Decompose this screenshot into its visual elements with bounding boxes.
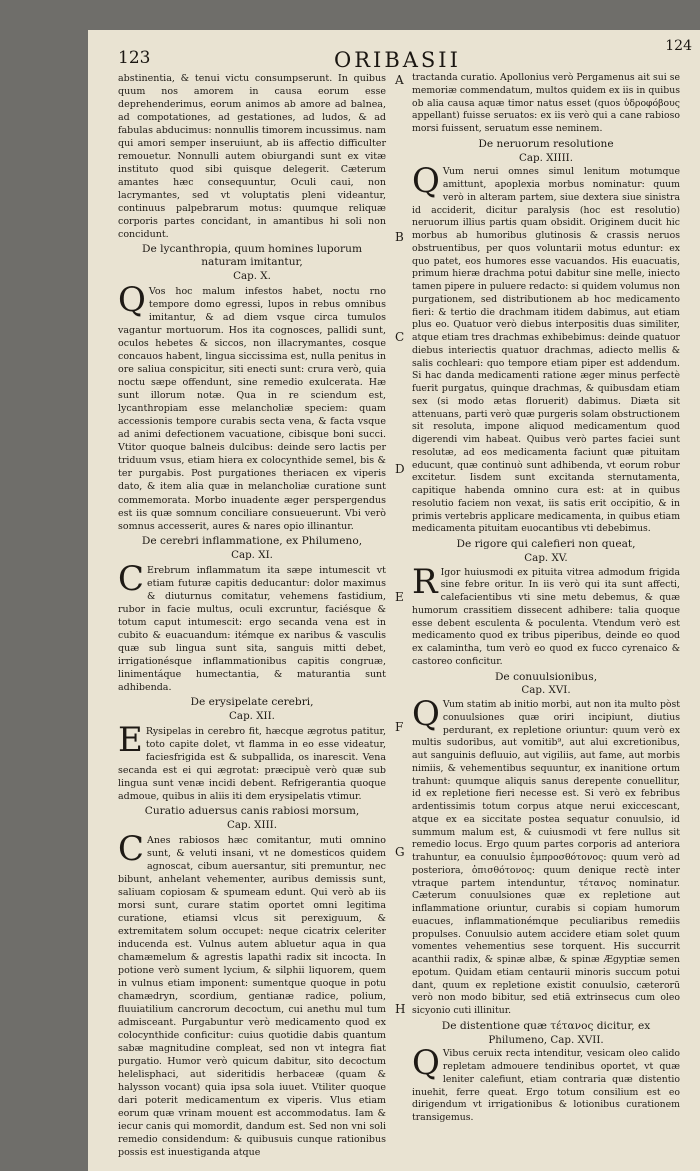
right-section-1-text: Vum nerui omnes simul lenitum motumque amittunt, apoplexia morbus nominatur: quum verò in alteram partem, siue dextera siue sinistra id acciderit, dicitur paralysis (hoc est resolutio) neruorum illius partis quam obsidit. Originem ducit hic morbus ab humoribus glutinosis & crassis neruos obstruentibus, per quos voluntarii motus eduntur: ex quo patet, eos humores esse vacuandos. His euacuatis, primum hieræ drachma potui dabitur sine melle, iniecto tamen pipere in puluere redacto: si quidem volumus non purgationem, sed distributionem ab hoc medicamento fieri: & tertio die drachmam itidem dabimus, aut etiam plus eo. Quatuor verò diebus interpositis duas similiter, atque etiam tres drachmas exhibebimus: deinde quatuor diebus interiectis quatuor drachmas, adiecto mellis & salis cochleari: quo tempore etiam piper est addendum. Si hac danda medicamenti ratione æger minus perfectè fuerit purgatus, quinque drachmas, & quibusdam etiam sex (si modo ætas floruerit) dabimus. Diæta sit attenuans, parti verò quæ purgeris solam obstructionem sit resoluta, impone aliquod medicamentum quod digerendi vim habeat. Quibus verò partes faciei sunt resolutæ, ad eos medicamenta faciunt quæ pituitam educunt, quæ continuò sunt adhibenda, vt eorum robur excitetur. Iisdem sunt excitanda sternutamenta, capitique habenda omnino cura est: at in quibus resolutio faciem non vexat, iis satis erit occipitio, & in primis vertebris applicare medicamenta, in quibus etiam medicamenta pituitam euocantibus vti debebimus. [412,166,681,535]
running-title: ORIBASII [334,48,461,72]
right-section-4-text: Vibus ceruix recta intenditur, vesicam oleo calido repletam admouere tendinibus oportet, vt quæ leniter calefiunt, etiam contraria quæ distentio inuehit, ferre queat. Ergo totum consilium est eo dirigendum vt irrigationibus & lotionibus curationem transigemus. [412,1048,680,1123]
margin-letter-g: G [395,845,405,859]
dropcap-letter: R [412,561,438,602]
book-page [88,30,700,1171]
dropcap-letter: E [118,719,143,760]
margin-letter-f: F [395,720,404,734]
margin-letter-d: D [395,462,405,476]
right-section-3-text: Vum statim ab initio morbi, aut non ita multo pòst conuulsiones quæ oriri incipiunt, diutius perdurant, ex repletione oriuntur: quum verò ex multis sudoribus, aut vomitib⁹, aut alui excretionibus, aut sanguinis defluuio, aut vigiliis, aut fame, aut morbis nimiis, & vehementibus sequuntur, ex inanitione ortum trahunt: quumque aliquis sanus derepente conuellitur, id ex repletione fieri necesse est. Si verò ex febribus ardentissimis totum corpus atque nerui exiccescant, atque ex ea siccitate postea sequatur conuulsio, id summum malum est, & cuiusmodi vt fere nullus sit remedio locus. Ergo quum partes corporis ad anteriora trahuntur, ea conuulsio ἐμπροσθότονος: quum verò ad posteriora, ὀπισθότονος: quum denique rectè inter vtraque partem intenduntur, τέτανος nominatur. Cæterum conuulsiones quæ ex repletione aut inflammatione oriuntur, curabis si copiam humorum euacues, inflammationémque peculiaribus remediis propulses. Conuulsio autem accidere etiam solet quum vomentes vehementius sese torquent. His succurrit acanthii radix, & spinæ albæ, & spinæ Ægyptiæ semen epotum. Quidam etiam centaurii minoris succum potui dant, quum ex repletione existit conuulsio, cæterorū verò non modo bibitur, sed etiā extrinsecus cum oleo sicyonio cuti illinitur. [412,699,680,1016]
right-intro-text: tractanda curatio. Apollonius verò Pergamenus ait sui se memoriæ commendatum, multos quidem ex iis in quibus ob alia causa aquæ timor natus esset (quos ὑδροφόβους appellant) fuisse seruatos: ex iis verò qui a cane rabioso morsi fuissent, seruatum esse neminem. [412,72,680,134]
right-section-2-chapter: Cap. XV. [524,551,568,564]
dropcap-letter: C [118,558,145,599]
dropcap-letter: Q [412,1043,440,1084]
right-section-3-title: De conuulsionibus, [494,670,598,683]
left-section-1-title: De lycanthropia, quum homines luporum naturam imitantur, [142,243,362,269]
right-section-2-text: Igor huiusmodi ex pituita vitrea admodum frigida sine febre oritur. In iis verò qui ita sunt affecti, calefacientibus vti sine metu debemus, & quæ humorum crassitiem dissecent adhibere: talia quoque esse debent esculenta & poculenta. Vtendum verò est medicamento quod ex tribus piperibus, deinde eo quod ex calamintha, tum verò eo quod ex fucco cyrenaico & castoreo conficitur. [412,566,680,667]
right-section-1-title: De neruorum resolutione [478,137,614,150]
left-section-4-chapter: Cap. XIII. [227,818,277,831]
right-section-3-chapter: Cap. XVI. [521,684,571,697]
right-section-2-paragraph [412,561,680,669]
page-header [88,30,700,70]
dropcap-letter: C [118,828,145,869]
right-column [412,72,680,1127]
right-section-4-paragraph [412,1043,680,1125]
left-section-3-paragraph [118,719,386,803]
left-section-2-title: De cerebri inflammatione, ex Philumeno, [141,534,363,547]
right-section-3-paragraph [412,694,680,1018]
right-section-1-chapter: Cap. XIIII. [518,151,574,164]
margin-letter-b: B [395,230,404,244]
left-section-3-text: Rysipelas in cerebro fit, hæcque ægrotus patitur, toto capite dolet, vt flamma in eo esse videatur, faciesfrigida est & subpallida, os inarescit. Vena secanda est ei qui ægrotat: præcipuè verò quæ sub lingua sunt venæ incidi debent. Refrigerantia quoque admoue, quibus in aliis iti dem erysipelatis vtimur. [118,725,386,802]
left-section-2-paragraph [118,558,386,694]
margin-letter-h: H [395,1002,406,1016]
left-section-4-title: Curatio aduersus canis rabiosi morsum, [144,804,360,817]
right-section-2-title: De rigore qui calefieri non queat, [456,538,636,550]
right-section-1-paragraph [412,161,681,536]
dropcap-letter: Q [412,694,440,734]
left-page-number: 123 [118,48,151,68]
right-section-4-title: De distentione quæ τέτανος dicitur, ex [441,1019,651,1032]
left-section-4-paragraph [118,828,386,1159]
margin-letter-e: E [395,590,404,604]
left-section-2-chapter: Cap. XI. [231,548,273,561]
margin-letter-c: C [395,330,405,344]
dropcap-letter: Q [118,280,146,321]
right-page-number: 124 [665,38,692,54]
left-intro-text: abstinentia, & tenui victu consumpserunt. In quibus quum nos amorem in causa eorum esse deprehenderimus, eorum animos ab amore ad balnea, ad compotationes, ad gestationes, ad ludos, & ad fabulas abducimus: nonnullis timorem incussimus. nam qui amori semper inseruiunt, ab iis affectio difficulter remouetur. Nonnulli autem obiurgandi sunt ex vitæ instituto quod sibi quisque delegerit. Cæterum amantes hæc consequuntur, Oculi caui, non lacrymantes, sed vt voluptatis pleni videantur, continuus palpebrarum motus: quumque reliquæ corporis partes concidant, in amantibus hi soli non concidunt. [118,73,386,241]
left-section-2-text: Erebrum inflammatum ita sæpe intumescit vt etiam futuræ capitis deducantur: dolor maximus & diuturnus comitatur, vehemens fastidium, rubor in facie multus, oculi excruntur, faciésque & totum caput intumescit: ergo secanda vena est in cubito & euacuandum: itémque ex naribus & vasculis quæ sub lingua sunt sita, sanguis mitti debet, irrigationésque inflammationibus capitis congruæ, linimentáque humectantia, & maturantia sunt adhibenda. [118,564,386,693]
left-column [118,72,386,1161]
left-section-1-text: Vos hoc malum infestos habet, noctu rno tempore domo egressi, lupos in rebus omnibus imitantur, & ad diem vsque circa tumulos vagantur mortuorum. Hos ita cognosces, pallidi sunt, oculos hebetes & siccos, non illacrymantes, cosque concauos habent, lingua siccissima est, nulla penitus in ore saliua conspicitur, siti enecti sunt: crura verò, quia noctu sæpe offendunt, sine remedio exulcerata. Hæ sunt illorum notæ. Qua in re sciendum est, lycanthropiam esse melancholiæ speciem: quam accessionis tempore curabis secta vena, & facta vsque ad animi defectionem vacuatione, cibisque boni succi. Vtitor quoque balneis dulcibus: deinde sero lactis per triduum vsus, etiam hiera ex colocynthide semel, bis & ter purgabis. Post purgationes theriacen ex viperis dato, & item alia quæ in melancholiæ curatione sunt commemorata. Morbo inuadente æger perspergendus est iis quæ somnum conciliare consueuerunt. Vbi verò somnus accesserit, aures & nares opio illinantur. [118,286,386,532]
left-section-1-paragraph [118,280,386,532]
left-section-4-text: Anes rabiosos hæc comitantur, muti omnino sunt, & veluti insani, vt ne domesticos quidem agnoscat, cibum auersantur, siti premuntur, nec bibunt, anhelant vehementer, auribus demissis sunt, saliuam copiosam & spumeam edunt. Qui verò ab iis morsi sunt, curare statim oportet omni legitima curatione, etiamsi vlcus sit perexiguum, & extremitatem solum occupet: neque cicatrix celeriter inducenda est. Vulnus autem abluetur aqua in qua chamæmelum & agrestis lapathi radix sit incocta. In potione verò sument lycium, & silphii liquorem, quem in vulnus etiam imponent: sumentque quoque in potu chamædryn, scordium, gentianæ radice, polium, fluuiatilium cancrorum decoctum, cui anethu mul tum admisceant. Purgabuntur verò medicamento quod ex colocynthide conficitur: cuius quotidie dabis quantum sabæ magnitudine compleat, sed non vt integra fiat purgatio. Humor verò quicum dabitur, sito decoctum helelisphaci, aut sideritidis herbaceæ (quam & halysson vocant) quia ipsa sola iuuet. Vtiliter quoque dari poterit medicamentum ex viperis. Vlus etiam eorum quæ vrinam mouent est accommodatus. Iam & iecur canis qui momordit, dandum est. Sed non vni soli remedio considendum: & quibusuis cunque rationibus possis est inuestiganda atque [118,834,386,1159]
left-section-1-chapter: Cap. X. [233,270,271,283]
right-section-4-chapter: Philumeno, Cap. XVII. [488,1033,604,1046]
dropcap-letter: Q [412,161,440,202]
margin-letter-a: A [395,73,404,87]
left-section-3-title: De erysipelate cerebri, [190,695,314,708]
left-section-3-chapter: Cap. XII. [229,709,275,722]
